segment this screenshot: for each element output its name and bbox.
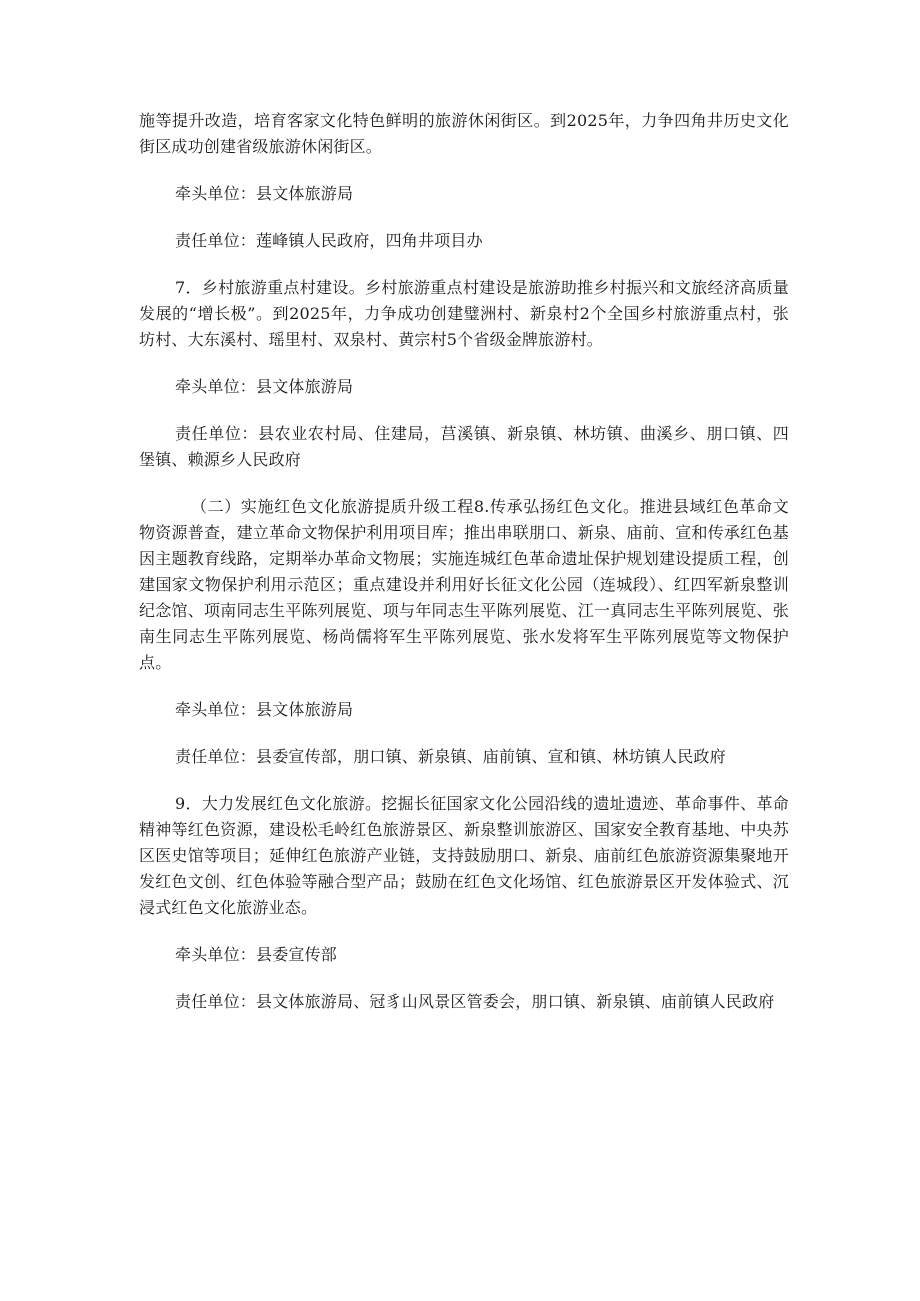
document-body	[139, 108, 789, 1036]
lead-unit-line: 牵头单位：县文体旅游局	[175, 377, 354, 396]
responsible-unit-line: 责任单位：县委宣传部，朋口镇、新泉镇、庙前镇、宣和镇、林坊镇人民政府	[175, 747, 726, 766]
item-9-paragraph: 9．大力发展红色文化旅游。挖掘长征国家文化公园沿线的遗址遗迹、革命事件、革命精神等红色资源，建设松毛岭红色旅游景区、新泉整训旅游区、国家安全教育基地、中央苏区医史馆等项目；延伸红色旅游产业链，支持鼓励朋口、新泉、庙前红色旅游资源集聚地开发红色文创、红色体验等融合型产品；鼓励在红色文化场馆、红色旅游景区开发体验式、沉浸式红色文化旅游业态。	[139, 794, 789, 917]
section-2-item-8-paragraph: （二）实施红色文化旅游提质升级工程8.传承弘扬红色文化。推进县域红色革命文物资源普查，建立革命文物保护利用项目库；推出串联朋口、新泉、庙前、宣和传承红色基因主题教育线路，定期举办革命文物展；实施连城红色革命遗址保护规划建设提质工程，创建国家文物保护利用示范区；重点建设并利用好长征文化公园（连城段）、红四军新泉整训纪念馆、项南同志生平陈列展览、项与年同志生平陈列展览、江一真同志生平陈列展览、张南生同志生平陈列展览、杨尚儒将军生平陈列展览、张水发将军生平陈列展览等文物保护点。	[139, 497, 789, 672]
lead-unit-line: 牵头单位：县文体旅游局	[175, 184, 354, 203]
lead-unit-line: 牵头单位：县委宣传部	[175, 945, 338, 964]
responsible-unit-line: 责任单位：县农业农村局、住建局，莒溪镇、新泉镇、林坊镇、曲溪乡、朋口镇、四堡镇、赖源乡人民政府	[139, 424, 789, 469]
paragraph-continuation: 施等提升改造，培育客家文化特色鲜明的旅游休闲街区。到2025年，力争四角井历史文化街区成功创建省级旅游休闲街区。	[139, 111, 789, 156]
lead-unit-line: 牵头单位：县文体旅游局	[175, 700, 354, 719]
responsible-unit-line: 责任单位：莲峰镇人民政府，四角井项目办	[175, 231, 483, 250]
item-7-paragraph: 7．乡村旅游重点村建设。乡村旅游重点村建设是旅游助推乡村振兴和文旅经济高质量发展的“增长极”。到2025年，力争成功创建璧洲村、新泉村2个全国乡村旅游重点村，张坊村、大东溪村、瑶里村、双泉村、黄宗村5个省级金牌旅游村。	[139, 278, 789, 349]
responsible-unit-line: 责任单位：县文体旅游局、冠豸山风景区管委会，朋口镇、新泉镇、庙前镇人民政府	[175, 992, 775, 1011]
